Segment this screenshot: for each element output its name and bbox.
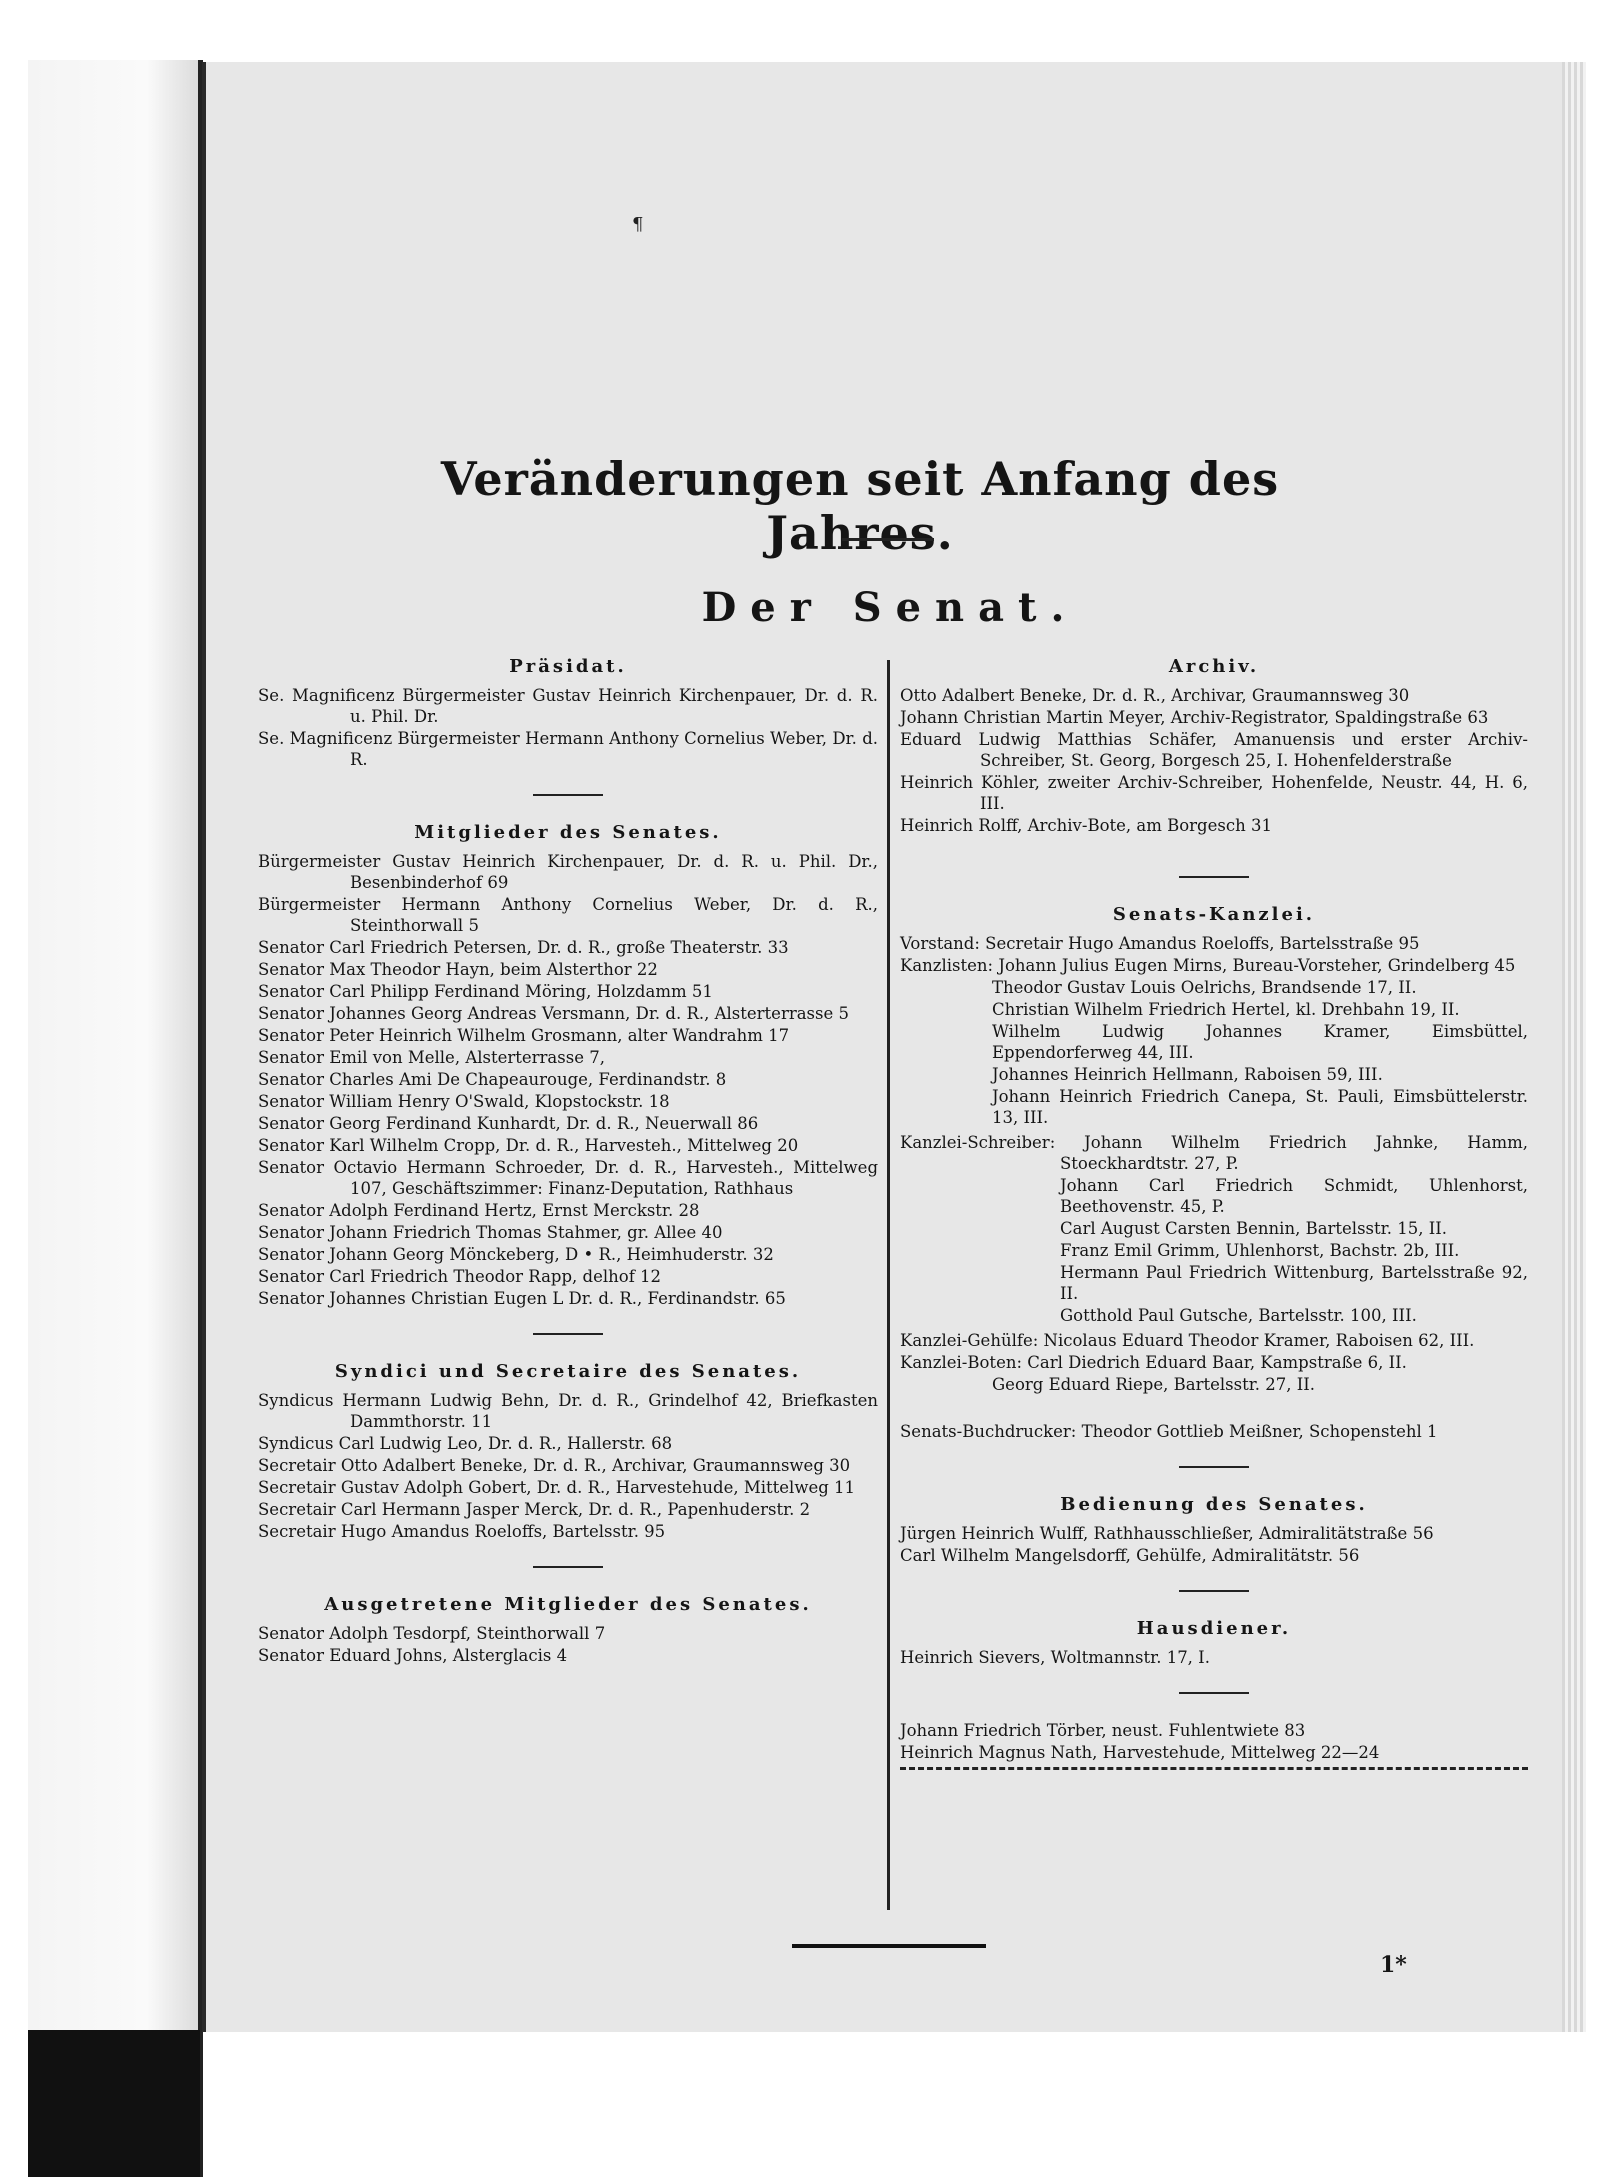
syndicus-entry: Syndicus Carl Ludwig Leo, Dr. d. R., Hallerstr. 68 (258, 1434, 673, 1453)
member-entry: Senator Peter Heinrich Wilhelm Grosmann, alter Wandrahm 17 (258, 1026, 790, 1045)
section-title-archiv: Archiv. (1168, 656, 1260, 677)
hausdiener-entry: Johann Friedrich Törber, neust. Fuhlentwiete 83 (900, 1721, 1306, 1740)
former-member-entry: Senator Eduard Johns, Alsterglacis 4 (258, 1646, 568, 1665)
member-entry: Senator Carl Friedrich Theodor Rapp, delhof 12 (258, 1267, 662, 1286)
secretair-entry: Secretair Hugo Amandus Roeloffs, Bartelsstr. 95 (258, 1522, 666, 1541)
member-entry: Senator Emil von Melle, Alsterterrasse 7, (258, 1048, 605, 1067)
member-entry: Senator Johannes Georg Andreas Versmann, Dr. d. R., Alsterterrasse 5 (258, 1004, 849, 1023)
bedienung-entry: Jürgen Heinrich Wulff, Rathhausschließer, Admiralitätstraße 56 (900, 1524, 1434, 1543)
secretair-entry: Secretair Gustav Adolph Gobert, Dr. d. R., Harvestehude, Mittelweg 11 (258, 1478, 856, 1497)
kanzlei-entry: Kanzlei-Boten: Carl Diedrich Eduard Baar, Kampstraße 6, II. (900, 1353, 1407, 1372)
kanzlei-entry: Gotthold Paul Gutsche, Bartelsstr. 100, III. (1060, 1306, 1417, 1325)
section-title-mitglieder: Mitglieder des Senates. (414, 822, 722, 843)
member-entry: Senator Georg Ferdinand Kunhardt, Dr. d. R., Neuerwall 86 (258, 1114, 759, 1133)
bedienung-entry: Carl Wilhelm Mangelsdorff, Gehülfe, Admiralitätstr. 56 (900, 1546, 1360, 1565)
kanzlei-entry: Franz Emil Grimm, Uhlenhorst, Bachstr. 2b, III. (1060, 1241, 1460, 1260)
kanzlei-entry: Kanzlei-Schreiber: Johann Wilhelm Friedrich Jahnke, Hamm, Stoeckhardtstr. 27, P. (900, 1133, 1528, 1173)
member-entry: Senator Johannes Christian Eugen L Dr. d. R., Ferdinandstr. 65 (258, 1289, 786, 1308)
spine-band (28, 2030, 200, 2177)
section-separator (1179, 1692, 1249, 1694)
member-entry: Senator Charles Ami De Chapeaurouge, Ferdinandstr. 8 (258, 1070, 727, 1089)
title-rule (842, 538, 934, 541)
section-title-syndici: Syndici und Secretaire des Senates. (334, 1361, 802, 1382)
member-entry: Senator Max Theodor Hayn, beim Alsterthor 22 (258, 960, 658, 979)
member-entry: Senator Carl Philipp Ferdinand Möring, Holzdamm 51 (258, 982, 713, 1001)
kanzlei-entry: Kanzlei-Gehülfe: Nicolaus Eduard Theodor Kramer, Raboisen 62, III. (900, 1331, 1475, 1350)
section-separator (1179, 1590, 1249, 1592)
archiv-entry: Heinrich Rolff, Archiv-Bote, am Borgesch 31 (900, 816, 1272, 835)
section-separator (1179, 1466, 1249, 1468)
kanzlei-entry: Vorstand: Secretair Hugo Amandus Roeloffs, Bartelsstraße 95 (900, 934, 1420, 953)
member-entry: Bürgermeister Gustav Heinrich Kirchenpauer, Dr. d. R. u. Phil. Dr., Besenbinderhof 69 (258, 852, 878, 892)
praesidat-entry: Se. Magnificenz Bürgermeister Hermann Anthony Cornelius Weber, Dr. d. R. (258, 729, 878, 769)
bottom-rule (792, 1944, 986, 1948)
secretair-entry: Secretair Otto Adalbert Beneke, Dr. d. R., Archivar, Graumannsweg 30 (258, 1456, 851, 1475)
kanzlei-entry: Carl August Carsten Bennin, Bartelsstr. 15, II. (1060, 1219, 1447, 1238)
section-separator (1179, 876, 1249, 878)
kanzlei-entry: Johann Heinrich Friedrich Canepa, St. Pauli, Eimsbüttelerstr. 13, III. (992, 1087, 1528, 1127)
kanzlei-entry: Wilhelm Ludwig Johannes Kramer, Eimsbüttel, Eppendorferweg 44, III. (992, 1022, 1528, 1062)
kanzlei-entry: Hermann Paul Friedrich Wittenburg, Bartelsstraße 92, II. (1060, 1263, 1528, 1303)
archiv-entry: Eduard Ludwig Matthias Schäfer, Amanuensis und erster Archiv-Schreiber, St. Georg, Borgesch 25, I. Hohenfelderstraße (900, 730, 1528, 770)
section-title-praesidat: Präsidat. (509, 656, 627, 677)
kanzlei-entry: Johannes Heinrich Hellmann, Raboisen 59, III. (992, 1065, 1383, 1084)
member-entry: Senator Carl Friedrich Petersen, Dr. d. R., große Theaterstr. 33 (258, 938, 789, 957)
column-divider (887, 660, 890, 1910)
former-member-entry: Senator Adolph Tesdorpf, Steinthorwall 7 (258, 1624, 606, 1643)
kanzlei-entry: Christian Wilhelm Friedrich Hertel, kl. Drehbahn 19, II. (992, 1000, 1460, 1019)
hausdiener-entry: Heinrich Magnus Nath, Harvestehude, Mittelweg 22—24 (900, 1743, 1380, 1762)
page-title: Veränderungen seit Anfang des Jahres. (440, 452, 1280, 560)
kanzlei-entry: Georg Eduard Riepe, Bartelsstr. 27, II. (992, 1375, 1316, 1394)
section-title-bedienung: Bedienung des Senates. (1060, 1494, 1368, 1515)
archiv-entry: Heinrich Köhler, zweiter Archiv-Schreiber, Hohenfelde, Neustr. 44, H. 6, III. (900, 773, 1528, 813)
section-separator (533, 794, 603, 796)
kanzlei-entry: Theodor Gustav Louis Oelrichs, Brandsende 17, II. (992, 978, 1417, 997)
archiv-entry: Otto Adalbert Beneke, Dr. d. R., Archivar, Graumannsweg 30 (900, 686, 1410, 705)
page-number: 1* (1380, 1952, 1407, 1978)
book-spine (28, 60, 203, 2177)
section-separator (533, 1566, 603, 1568)
member-entry: Senator William Henry O'Swald, Klopstockstr. 18 (258, 1092, 670, 1111)
member-entry: Senator Karl Wilhelm Cropp, Dr. d. R., Harvesteh., Mittelweg 20 (258, 1136, 799, 1155)
section-title-kanzlei: Senats-Kanzlei. (1112, 904, 1316, 925)
kanzlei-entry: Kanzlisten: Johann Julius Eugen Mirns, Bureau-Vorsteher, Grindelberg 45 (900, 956, 1516, 975)
kanzlei-entry: Johann Carl Friedrich Schmidt, Uhlenhorst, Beethovenstr. 45, P. (1060, 1176, 1528, 1216)
section-separator (533, 1333, 603, 1335)
top-mark: ¶ (632, 214, 644, 235)
syndicus-entry: Syndicus Hermann Ludwig Behn, Dr. d. R., Grindelhof 42, Briefkasten Dammthorstr. 11 (258, 1391, 878, 1431)
page-edge (1562, 62, 1586, 2032)
member-entry: Senator Johann Friedrich Thomas Stahmer, gr. Allee 40 (258, 1223, 723, 1242)
senate-title: Der Senat. (701, 584, 1079, 631)
section-title-ausgetretene: Ausgetretene Mitglieder des Senates. (324, 1594, 812, 1615)
member-entry: Bürgermeister Hermann Anthony Cornelius Weber, Dr. d. R., Steinthorwall 5 (258, 895, 878, 935)
section-title-hausdiener: Hausdiener. (1136, 1618, 1292, 1639)
member-entry: Senator Octavio Hermann Schroeder, Dr. d. R., Harvesteh., Mittelweg 107, Geschäftszimmer: Finanz-Deputation, Rathhaus (258, 1158, 878, 1198)
buchdrucker-entry: Senats-Buchdrucker: Theodor Gottlieb Meißner, Schopenstehl 1 (900, 1422, 1438, 1441)
member-entry: Senator Johann Georg Mönckeberg, D • R., Heimhuderstr. 32 (258, 1245, 774, 1264)
archiv-entry: Johann Christian Martin Meyer, Archiv-Registrator, Spaldingstraße 63 (900, 708, 1489, 727)
right-column (900, 656, 1528, 1770)
dashed-rule (900, 1767, 1528, 1770)
hausdiener-entry: Heinrich Sievers, Woltmannstr. 17, I. (900, 1648, 1210, 1667)
secretair-entry: Secretair Carl Hermann Jasper Merck, Dr. d. R., Papenhuderstr. 2 (258, 1500, 811, 1519)
member-entry: Senator Adolph Ferdinand Hertz, Ernst Merckstr. 28 (258, 1201, 700, 1220)
praesidat-entry: Se. Magnificenz Bürgermeister Gustav Heinrich Kirchenpauer, Dr. d. R. u. Phil. Dr. (258, 686, 878, 726)
left-column (258, 656, 878, 1667)
